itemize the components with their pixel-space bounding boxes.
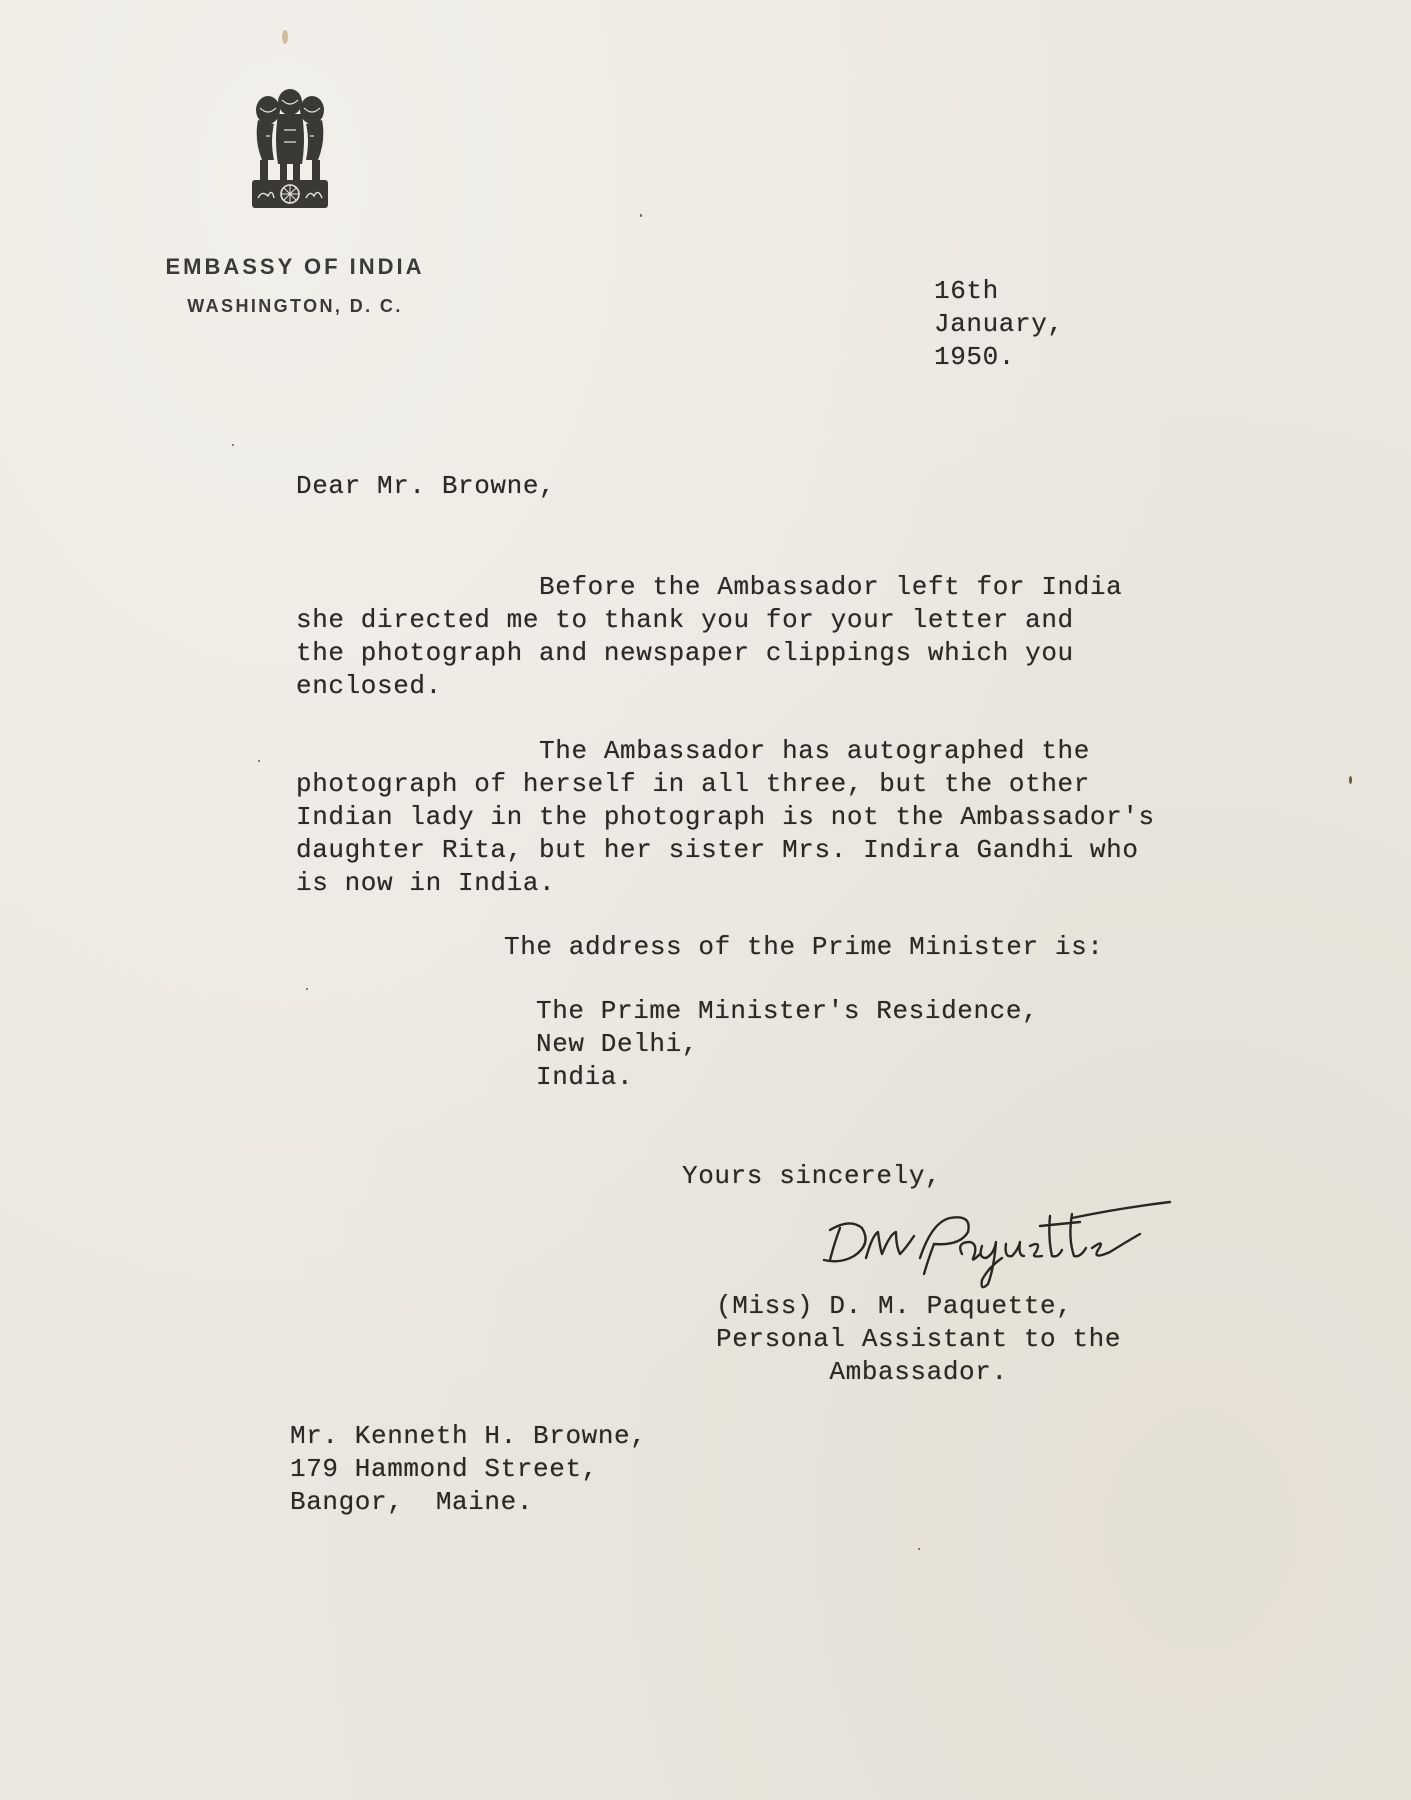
paragraph-line: the photograph and newspaper clippings which you [296, 638, 1074, 668]
recipient-line: 179 Hammond Street, [290, 1454, 598, 1484]
recipient-address [290, 1420, 646, 1519]
date-year: 1950. [934, 342, 1016, 372]
paper-speck [918, 1548, 920, 1550]
closing: Yours sincerely, [682, 1161, 942, 1191]
paragraph-line: The Ambassador has autographed the [296, 736, 1090, 766]
date-day: 16th [934, 276, 999, 306]
address-line: The Prime Minister's Residence, [536, 996, 1039, 1026]
date-month: January, [934, 309, 1064, 339]
letterhead-organization: EMBASSY OF INDIA [165, 254, 425, 279]
recipient-line: Bangor, Maine. [290, 1487, 534, 1517]
signer-title: Personal Assistant to the [716, 1324, 1122, 1354]
paragraph-1 [296, 571, 1122, 703]
paragraph-line: is now in India. [296, 868, 556, 898]
address-line: New Delhi, [536, 1029, 699, 1059]
handwritten-signature [810, 1188, 1210, 1298]
paragraph-line: daughter Rita, but her sister Mrs. Indira Gandhi who [296, 835, 1139, 865]
salutation: Dear Mr. Browne, [296, 471, 556, 501]
paragraph-line: Before the Ambassador left for India [296, 572, 1123, 602]
recipient-line: Mr. Kenneth H. Browne, [290, 1421, 647, 1451]
paper-speck [306, 988, 308, 990]
paper-speck [258, 760, 260, 762]
state-emblem-of-india-icon [244, 80, 336, 216]
paragraph-line: she directed me to thank you for your letter and [296, 605, 1074, 635]
paragraph-2 [296, 735, 1155, 900]
letterhead-city: WASHINGTON, D. C. [187, 296, 403, 316]
signer-name: (Miss) D. M. Paquette, [716, 1291, 1073, 1321]
paragraph-line: photograph of herself in all three, but the other [296, 769, 1090, 799]
letter-date [934, 275, 1064, 374]
paper-speck [282, 30, 288, 44]
address-line: India. [536, 1062, 634, 1092]
paragraph-line: Indian lady in the photograph is not the Ambassador's [296, 802, 1155, 832]
paragraph-line: enclosed. [296, 671, 442, 701]
paper-speck [640, 214, 642, 217]
signer-block [716, 1290, 1121, 1389]
signer-title: Ambassador. [716, 1357, 1008, 1387]
paragraph-3: The address of the Prime Minister is: [504, 932, 1104, 962]
paper-speck [232, 444, 234, 446]
paper-speck [1349, 776, 1352, 784]
prime-minister-address [536, 995, 1038, 1094]
